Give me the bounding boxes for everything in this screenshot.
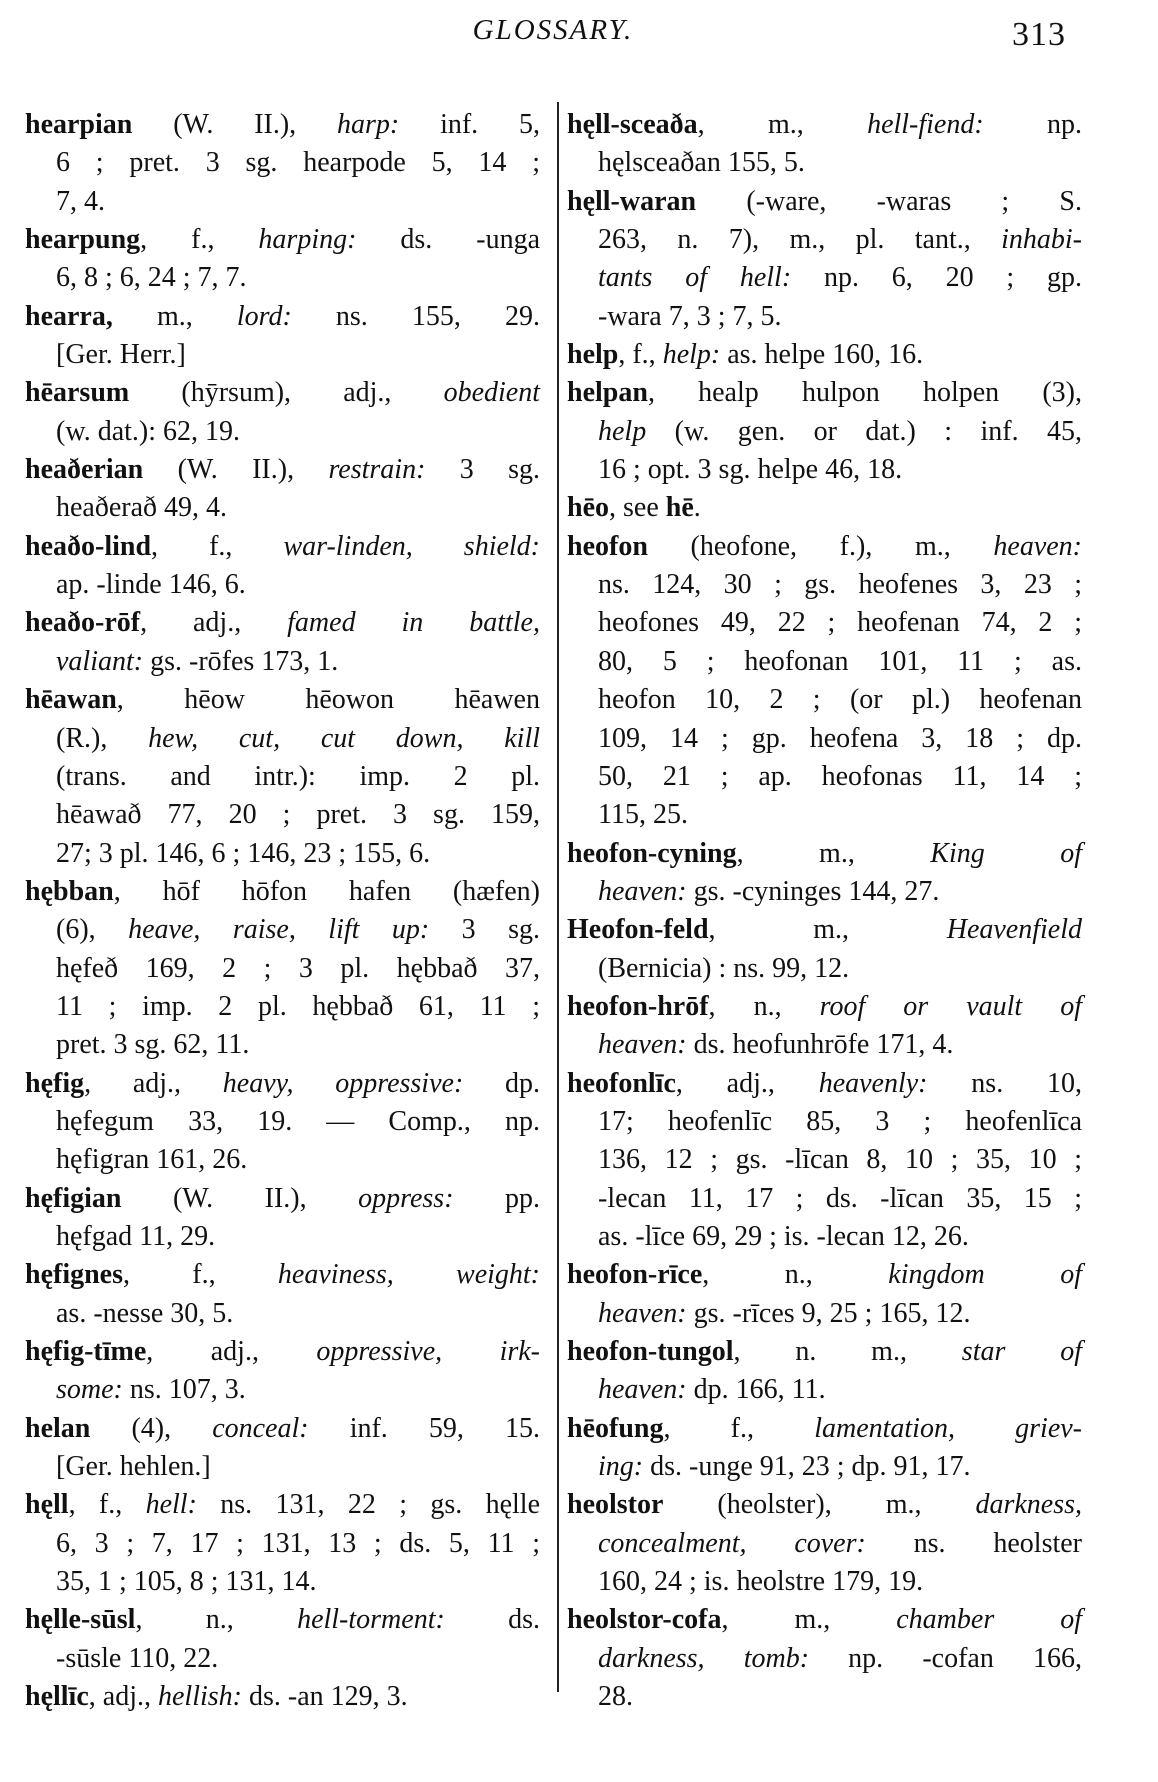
entry-first-line xyxy=(25,873,540,911)
entry-first-line xyxy=(25,374,540,412)
entry-text: , adj., xyxy=(675,1067,819,1099)
entry-text: np. xyxy=(983,109,1083,140)
entry-text: as. helpe 160, 16. xyxy=(720,339,924,371)
entry-text: (W. II.), xyxy=(132,109,337,140)
entry-continuation-line xyxy=(25,643,540,681)
entry-text: (R.), xyxy=(56,722,149,754)
entry-first-line xyxy=(25,604,540,642)
glossary-entry xyxy=(25,374,540,451)
entry-continuation-line xyxy=(567,1295,1082,1333)
entry-first-line xyxy=(567,1410,1082,1448)
definition-text: chamber of xyxy=(896,1604,1082,1636)
entry-text: 16 ; opt. 3 sg. helpe 46, 18. xyxy=(598,454,903,486)
entry-continuation-line xyxy=(567,451,1082,489)
entry-text: pp. xyxy=(453,1182,541,1214)
headword: hęllīc xyxy=(25,1681,89,1713)
definition-text: roof or vault of xyxy=(819,990,1082,1022)
entry-text: -wara 7, 3 ; 7, 5. xyxy=(598,300,782,332)
entry-text: (heolster), m., xyxy=(663,1489,976,1521)
entry-text: (-ware, -waras ; S. xyxy=(696,185,1082,217)
entry-text: , f., xyxy=(151,530,284,562)
entry-text: 115, 25. xyxy=(598,799,688,831)
entry-text: -sūsle 110, 22. xyxy=(56,1642,219,1674)
entry-first-line xyxy=(25,106,540,144)
glossary-entry xyxy=(25,681,540,873)
headword: hearra, xyxy=(25,300,113,332)
entry-text: m., xyxy=(112,300,237,332)
headword: heofon-rīce xyxy=(567,1259,703,1291)
definition-text: oppressive, irk- xyxy=(316,1336,540,1367)
entry-continuation-line xyxy=(567,1678,1082,1716)
entry-first-line xyxy=(567,183,1082,221)
entry-text: 6 ; pret. 3 sg. hearpode 5, 14 ; xyxy=(56,147,540,179)
entry-continuation-line xyxy=(567,1448,1082,1486)
definition-text: darkness, tomb: xyxy=(598,1642,810,1674)
page-number: 313 xyxy=(1012,16,1066,53)
entry-first-line xyxy=(567,1601,1082,1639)
definition-text: lord: xyxy=(236,300,292,332)
entry-continuation-line xyxy=(25,183,540,221)
glossary-entry xyxy=(567,911,1082,988)
entry-text: (W. II.), xyxy=(143,454,329,486)
entry-text: ds. xyxy=(444,1604,541,1636)
entry-text: , healp hulpon holpen (3), xyxy=(647,377,1082,409)
entry-text: , m., xyxy=(736,837,931,869)
definition-text: heaven: xyxy=(598,1297,687,1329)
definition-text: heaven: xyxy=(598,875,687,907)
entry-text: (trans. and intr.): imp. 2 pl. xyxy=(56,760,540,792)
entry-continuation-line xyxy=(25,1371,540,1409)
definition-text: some: xyxy=(56,1374,123,1406)
headword: hearpung xyxy=(25,224,141,256)
entry-text: hęfgad 11, 29. xyxy=(56,1220,216,1252)
definition-text: heaven: xyxy=(993,530,1082,562)
entry-continuation-line xyxy=(567,1640,1082,1678)
entry-continuation-line xyxy=(25,796,540,834)
entry-text: , n., xyxy=(702,1259,889,1291)
entry-continuation-line xyxy=(567,873,1082,911)
definition-text: harp: xyxy=(337,109,400,140)
entry-continuation-line xyxy=(25,259,540,297)
entry-text: , see xyxy=(609,492,666,524)
entry-first-line xyxy=(25,298,540,336)
entry-continuation-line xyxy=(25,489,540,527)
definition-text: tants of hell: xyxy=(598,262,792,294)
headword: hēarsum xyxy=(25,377,130,409)
entry-text: , m., xyxy=(721,1604,897,1636)
glossary-entry xyxy=(25,1065,540,1180)
glossary-entry xyxy=(25,1410,540,1487)
entry-text: , hēow hēowon hēawen xyxy=(116,684,540,716)
entry-text: (hȳrsum), adj., xyxy=(129,377,444,409)
definition-text: King of xyxy=(930,837,1082,869)
entry-first-line xyxy=(25,681,540,719)
definition-text: inhabi- xyxy=(1001,224,1082,256)
entry-continuation-line xyxy=(25,1525,540,1563)
glossary-entry xyxy=(25,1678,540,1716)
glossary-column-left xyxy=(25,106,540,1716)
entry-first-line xyxy=(567,336,1082,374)
entry-continuation-line xyxy=(25,1448,540,1486)
entry-first-line xyxy=(25,1065,540,1103)
entry-continuation-line xyxy=(567,144,1082,182)
definition-text: heaven: xyxy=(598,1374,687,1406)
glossary-entry xyxy=(25,298,540,375)
headword: heofon-cyning xyxy=(567,837,737,869)
glossary-column-right xyxy=(567,106,1082,1716)
headword: hęll-waran xyxy=(567,185,697,217)
entry-text: hęlsceaðan 155, 5. xyxy=(598,147,805,179)
entry-text: hēawað 77, 20 ; pret. 3 sg. 159, xyxy=(56,799,540,831)
entry-text: 6, 3 ; 7, 17 ; 131, 13 ; ds. 5, 11 ; xyxy=(56,1527,540,1559)
entry-first-line xyxy=(25,1678,540,1716)
entry-text: ns. heolster xyxy=(865,1527,1083,1559)
headword: helpan xyxy=(567,377,648,409)
entry-text: inf. 59, 15. xyxy=(308,1412,540,1444)
definition-text: lamentation, griev- xyxy=(814,1412,1083,1444)
glossary-entry xyxy=(25,1180,540,1257)
entry-continuation-line xyxy=(25,1026,540,1064)
entry-first-line xyxy=(567,489,1082,527)
entry-continuation-line xyxy=(567,1141,1082,1179)
entry-first-line xyxy=(25,1333,540,1371)
definition-text: valiant: xyxy=(56,645,144,677)
entry-text: (w. dat.): 62, 19. xyxy=(56,415,241,447)
running-head: GLOSSARY. xyxy=(472,14,634,46)
headword: heaðerian xyxy=(25,454,144,486)
definition-text: kingdom of xyxy=(888,1259,1082,1291)
headword: hęfig-tīme xyxy=(25,1336,147,1367)
entry-continuation-line xyxy=(25,950,540,988)
definition-text: obedient xyxy=(443,377,540,409)
entry-text: inf. 5, xyxy=(399,109,540,140)
glossary-entry xyxy=(567,1333,1082,1410)
entry-first-line xyxy=(567,528,1082,566)
definition-text: conceal: xyxy=(212,1412,309,1444)
entry-first-line xyxy=(567,106,1082,144)
entry-first-line xyxy=(567,835,1082,873)
entry-text: 27; 3 pl. 146, 6 ; 146, 23 ; 155, 6. xyxy=(56,837,431,869)
entry-continuation-line xyxy=(567,681,1082,719)
definition-text: star of xyxy=(961,1336,1082,1367)
definition-text: darkness, xyxy=(975,1489,1082,1521)
glossary-entry xyxy=(567,1410,1082,1487)
entry-text: , adj., xyxy=(88,1681,158,1713)
entry-text: dp. xyxy=(463,1067,540,1099)
definition-text: restrain: xyxy=(328,454,426,486)
headword: hēawan xyxy=(25,684,117,716)
entry-text: -lecan 11, 17 ; ds. -līcan 35, 15 ; xyxy=(598,1182,1082,1214)
entry-first-line xyxy=(25,1601,540,1639)
entry-first-line xyxy=(25,1256,540,1294)
entry-continuation-line xyxy=(567,298,1082,336)
glossary-entry xyxy=(567,1601,1082,1716)
headword: heofon-tungol xyxy=(567,1336,734,1367)
entry-text: pret. 3 sg. 62, 11. xyxy=(56,1029,250,1061)
headword: hēofung xyxy=(567,1412,664,1444)
entry-text: , f., xyxy=(618,339,663,371)
entry-text: ns. 155, 29. xyxy=(291,300,540,332)
entry-continuation-line xyxy=(567,758,1082,796)
definition-text: help xyxy=(598,415,647,447)
entry-continuation-line xyxy=(25,835,540,873)
entry-text: 160, 24 ; is. heolstre 179, 19. xyxy=(598,1566,924,1598)
entry-first-line xyxy=(25,1486,540,1524)
glossary-entry xyxy=(25,1601,540,1678)
headword: hęlle-sūsl xyxy=(25,1604,136,1636)
entry-text: (heofone, f.), m., xyxy=(647,530,994,562)
headword: Heofon-feld xyxy=(567,914,709,946)
entry-text: . xyxy=(693,492,701,524)
entry-first-line xyxy=(567,1256,1082,1294)
entry-text: dp. 166, 11. xyxy=(686,1374,826,1406)
glossary-entry xyxy=(567,374,1082,489)
entry-continuation-line xyxy=(25,336,540,374)
glossary-entry xyxy=(25,106,540,221)
glossary-entry xyxy=(567,1065,1082,1257)
entry-text: np. -cofan 166, xyxy=(809,1642,1082,1674)
glossary-entry xyxy=(567,489,1082,527)
entry-text: , adj., xyxy=(140,607,288,639)
entry-text: 3 sg. xyxy=(429,914,540,946)
entry-text: , f., xyxy=(663,1412,815,1444)
headword: hęfigian xyxy=(25,1182,122,1214)
entry-continuation-line xyxy=(25,413,540,451)
glossary-entry xyxy=(567,988,1082,1065)
headword: help xyxy=(567,339,619,371)
entry-first-line xyxy=(567,374,1082,412)
headword: helan xyxy=(25,1412,91,1444)
headword: heofonlīc xyxy=(567,1067,676,1099)
definition-text: heavy, oppressive: xyxy=(222,1067,464,1099)
entry-first-line xyxy=(25,451,540,489)
headword: hęfig xyxy=(25,1067,85,1099)
entry-continuation-line xyxy=(25,1563,540,1601)
definition-text: ing: xyxy=(598,1451,644,1483)
entry-text: , m., xyxy=(697,109,868,140)
entry-text: (6), xyxy=(56,914,129,946)
headword: heolstor xyxy=(567,1489,664,1521)
entry-first-line xyxy=(25,528,540,566)
glossary-entry xyxy=(25,221,540,298)
definition-text: hew, cut, cut down, kill xyxy=(148,722,540,754)
entry-text: heofones 49, 22 ; heofenan 74, 2 ; xyxy=(598,607,1082,639)
entry-text: , adj., xyxy=(146,1336,317,1367)
entry-text: 28. xyxy=(598,1681,633,1713)
definition-text: hell-torment: xyxy=(297,1604,445,1636)
entry-text: , m., xyxy=(708,914,947,946)
glossary-entry xyxy=(567,1256,1082,1333)
entry-text: 11 ; imp. 2 pl. hębbað 61, 11 ; xyxy=(56,990,540,1022)
entry-text: as. -līce 69, 29 ; is. -lecan 12, 26. xyxy=(598,1220,969,1252)
entry-text: (Bernicia) : ns. 99, 12. xyxy=(598,952,850,984)
entry-text: (W. II.), xyxy=(121,1182,359,1214)
entry-continuation-line xyxy=(567,1103,1082,1141)
entry-continuation-line xyxy=(567,221,1082,259)
entry-text: , n., xyxy=(135,1604,298,1636)
entry-text: 109, 14 ; gp. heofena 3, 18 ; dp. xyxy=(598,722,1082,754)
definition-text: famed in battle, xyxy=(287,607,540,639)
headword: hē xyxy=(665,492,694,524)
entry-text: ns. 107, 3. xyxy=(122,1374,246,1406)
headword: heaðo-rōf xyxy=(25,607,141,639)
glossary-entry xyxy=(567,183,1082,336)
entry-first-line xyxy=(25,1410,540,1448)
entry-text: 35, 1 ; 105, 8 ; 131, 14. xyxy=(56,1566,317,1598)
entry-continuation-line xyxy=(567,1563,1082,1601)
entry-first-line xyxy=(567,911,1082,949)
glossary-entry xyxy=(567,1486,1082,1601)
headword: hębban xyxy=(25,875,114,907)
entry-first-line xyxy=(567,1333,1082,1371)
entry-text: ns. 131, 22 ; gs. hęlle xyxy=(196,1489,540,1521)
entry-continuation-line xyxy=(567,604,1082,642)
entry-text: (w. gen. or dat.) : inf. 45, xyxy=(646,415,1082,447)
glossary-entry xyxy=(25,1256,540,1333)
entry-continuation-line xyxy=(567,1026,1082,1064)
entry-text: ns. 10, xyxy=(927,1067,1082,1099)
entry-continuation-line xyxy=(25,758,540,796)
definition-text: heaviness, weight: xyxy=(277,1259,541,1291)
definition-text: hell-fiend: xyxy=(867,109,984,140)
headword: heofon xyxy=(567,530,648,562)
entry-text: , adj., xyxy=(84,1067,223,1099)
glossary-entry xyxy=(25,873,540,1065)
entry-text: 3 sg. xyxy=(425,454,541,486)
headword: heaðo-lind xyxy=(25,530,152,562)
entry-text: 6, 8 ; 6, 24 ; 7, 7. xyxy=(56,262,247,294)
entry-text: 80, 5 ; heofonan 101, 11 ; as. xyxy=(598,645,1082,677)
definition-text: heavenly: xyxy=(818,1067,928,1099)
glossary-entry xyxy=(25,451,540,528)
definition-text: Heavenfield xyxy=(946,914,1082,946)
entry-text: as. -nesse 30, 5. xyxy=(56,1297,234,1329)
entry-text: , hōf hōfon hafen (hæfen) xyxy=(113,875,540,907)
entry-text: , n., xyxy=(708,990,820,1022)
entry-text: , f., xyxy=(68,1489,146,1521)
entry-text: hęfigran 161, 26. xyxy=(56,1144,248,1176)
definition-text: oppress: xyxy=(358,1182,454,1214)
entry-continuation-line xyxy=(567,1180,1082,1218)
glossary-entry xyxy=(25,1333,540,1410)
definition-text: concealment, cover: xyxy=(598,1527,866,1559)
entry-text: 7, 4. xyxy=(56,185,105,217)
entry-continuation-line xyxy=(567,413,1082,451)
entry-continuation-line xyxy=(25,720,540,758)
entry-continuation-line xyxy=(567,259,1082,297)
entry-text: 50, 21 ; ap. heofonas 11, 14 ; xyxy=(598,760,1082,792)
entry-first-line xyxy=(567,1065,1082,1103)
entry-text: ds. -an 129, 3. xyxy=(241,1681,408,1713)
entry-continuation-line xyxy=(567,1218,1082,1256)
glossary-entry xyxy=(567,106,1082,183)
entry-continuation-line xyxy=(25,144,540,182)
entry-text: , n. m., xyxy=(733,1336,962,1367)
definition-text: heaven: xyxy=(598,1029,687,1061)
entry-text: , f., xyxy=(123,1259,278,1291)
entry-text: hęfeð 169, 2 ; 3 pl. hębbað 37, xyxy=(56,952,540,984)
entry-continuation-line xyxy=(25,1103,540,1141)
definition-text: harping: xyxy=(258,224,357,256)
headword: hęll-sceaða xyxy=(567,109,698,140)
entry-text: gs. -cyninges 144, 27. xyxy=(686,875,940,907)
entry-continuation-line xyxy=(25,1218,540,1256)
entry-text: 263, n. 7), m., pl. tant., xyxy=(598,224,1002,256)
entry-first-line xyxy=(567,988,1082,1026)
entry-text: ap. -linde 146, 6. xyxy=(56,569,246,601)
entry-continuation-line xyxy=(567,720,1082,758)
entry-continuation-line xyxy=(25,911,540,949)
definition-text: war-linden, shield: xyxy=(283,530,541,562)
headword: heofon-hrōf xyxy=(567,990,709,1022)
entry-text: hęfegum 33, 19. — Comp., np. xyxy=(56,1105,540,1137)
glossary-entry xyxy=(567,336,1082,374)
entry-text: (4), xyxy=(90,1412,213,1444)
entry-first-line xyxy=(25,1180,540,1218)
definition-text: hell: xyxy=(145,1489,197,1521)
headword: hēo xyxy=(567,492,609,524)
glossary-entry xyxy=(25,528,540,605)
entry-text: ds. heofunhrōfe 171, 4. xyxy=(686,1029,954,1061)
entry-text: 17; heofenlīc 85, 3 ; heofenlīca xyxy=(598,1105,1082,1137)
definition-text: hellish: xyxy=(157,1681,242,1713)
entry-text: 136, 12 ; gs. -līcan 8, 10 ; 35, 10 ; xyxy=(598,1144,1082,1176)
glossary-entry xyxy=(567,835,1082,912)
entry-text: [Ger. Herr.] xyxy=(56,339,186,371)
entry-text: , f., xyxy=(140,224,259,256)
entry-continuation-line xyxy=(567,796,1082,834)
definition-text: help: xyxy=(662,339,721,371)
headword: hearpian xyxy=(25,109,133,140)
entry-text: gs. -rīces 9, 25 ; 165, 12. xyxy=(686,1297,971,1329)
entry-text: ns. 124, 30 ; gs. heofenes 3, 23 ; xyxy=(598,569,1082,601)
headword: hęfignes xyxy=(25,1259,123,1291)
entry-first-line xyxy=(567,1486,1082,1524)
glossary-entry xyxy=(25,1486,540,1601)
entry-text: ds. -unga xyxy=(356,224,540,256)
entry-text: np. 6, 20 ; gp. xyxy=(791,262,1083,294)
entry-first-line xyxy=(25,221,540,259)
glossary-entry xyxy=(567,528,1082,835)
entry-continuation-line xyxy=(567,566,1082,604)
definition-text: heave, raise, lift up: xyxy=(128,914,430,946)
entry-continuation-line xyxy=(567,1371,1082,1409)
entry-continuation-line xyxy=(25,1141,540,1179)
entry-text: gs. -rōfes 173, 1. xyxy=(143,645,339,677)
entry-continuation-line xyxy=(25,988,540,1026)
headword: hęll xyxy=(25,1489,69,1521)
headword: heolstor-cofa xyxy=(567,1604,722,1636)
entry-continuation-line xyxy=(567,1525,1082,1563)
entry-continuation-line xyxy=(25,1640,540,1678)
entry-text: heofon 10, 2 ; (or pl.) heofenan xyxy=(598,684,1082,716)
column-divider xyxy=(557,102,559,1692)
entry-continuation-line xyxy=(567,950,1082,988)
entry-continuation-line xyxy=(25,566,540,604)
entry-text: heaðerað 49, 4. xyxy=(56,492,228,524)
entry-text: [Ger. hehlen.] xyxy=(56,1451,211,1483)
entry-continuation-line xyxy=(567,643,1082,681)
entry-text: ds. -unge 91, 23 ; dp. 91, 17. xyxy=(643,1451,971,1483)
entry-continuation-line xyxy=(25,1295,540,1333)
glossary-entry xyxy=(25,604,540,681)
